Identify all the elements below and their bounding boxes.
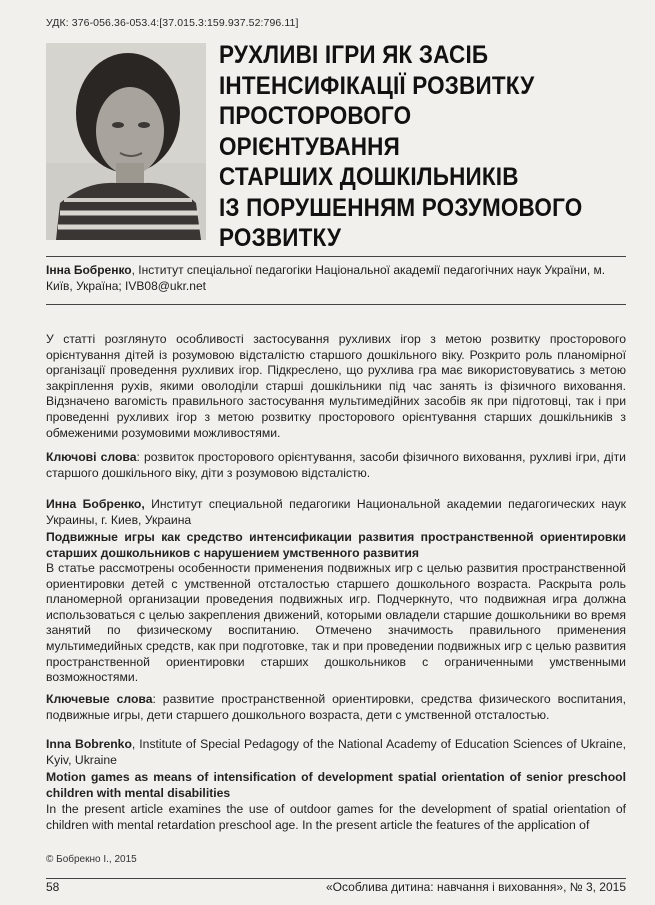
copyright-note: © Бобрекно І., 2015	[46, 854, 137, 865]
keywords-label-ru: Ключевые слова	[46, 692, 153, 706]
udc-code: УДК: 376-056.36-053.4:[37.015.3:159.937.52:796.11]	[46, 17, 299, 29]
page-number: 58	[46, 880, 60, 894]
abstract-ua: У статті розглянуто особливості застосування рухливих ігор з метою розвитку просторового орієнтування дітей із розумовою відсталістю старшого дошкільного віку. Розкрито роль планомірної організації проведення рухливих ігор. Підкреслено, що рухлива гра має використовуватись з метою закріплення рухів, якими оволоділи старші дошкільники під час занять із фізичного виховання. Відзначено вагомість правильного застосування мультимедійних засобів як при підготовці, так і при проведенні рухливих ігор з метою розвитку просторового орієнтування старших дошкільників з обмеженими розумовими можливостями.	[46, 332, 626, 440]
author-affiliation-en: , Institute of Special Pedagogy of the National Academy of Education Sciences of Ukraine, Kyiv, Ukraine	[46, 737, 627, 767]
author-affiliation-ua: , Інститут спеціальної педагогіки Національної академії педагогічних наук України, м. Київ, Україна; IVB08@ukr.net	[46, 263, 606, 293]
author-info-en	[46, 737, 626, 768]
author-divider	[46, 304, 626, 305]
footer-divider	[46, 878, 626, 879]
abstract-en: In the present article examines the use of outdoor games for the development of spatial orientation of children with mental retardation preschool age. In the present article the features of the application of	[46, 802, 626, 832]
author-affiliation-ru: Институт специальной педагогики Национальной академии педагогических наук Украины, г. Киев, Украина	[46, 497, 626, 527]
author-portrait-image	[46, 43, 206, 240]
author-photo	[46, 43, 206, 240]
keywords-label-ua: Ключові слова	[46, 450, 137, 464]
keywords-ru	[46, 692, 626, 723]
author-name-ru: Инна Бобренко,	[46, 497, 145, 511]
keywords-text-ua: : розвиток просторового орієнтування, засоби фізичного виховання, рухливі ігри, діти старшого дошкільного віку, діти з розумовою відсталістю.	[46, 450, 626, 480]
keywords-text-ru: : развитие пространственной ориентировки, средства физического воспитания, подвижные игры, дети старшего дошкольного возраста, дети с умственной отсталостью.	[46, 692, 626, 722]
title-divider	[46, 256, 626, 257]
abstract-ru: В статье рассмотрены особенности применения подвижных игр с целью развития пространственной ориентировки детей с умственной отсталостью старшего дошкольного возраста. Раскрыта роль планомерной организации проведения подвижных игр. Подчеркнуто, что подвижная игра должна использоваться с целью закрепления движений, которыми овладели старшие дошкольники во время занятий по физическому воспитанию. Отмечено значимость правильного применения мультимедийных средств, как при подготовке, так и при проведении подвижных игр с целью развития пространственной ориентировки старших дошкольников с ограниченными умственными возможностями.	[46, 561, 626, 685]
author-info-ru	[46, 497, 626, 528]
article-title: РУХЛИВІ ІГРИ ЯК ЗАСІБ ІНТЕНСИФІКАЦІЇ РОЗВИТКУ ПРОСТОРОВОГО ОРІЄНТУВАННЯ СТАРШИХ ДОШКІЛЬНИКІВ ІЗ ПОРУШЕННЯМ РОЗУМОВОГО РОЗВИТКУ	[219, 41, 583, 252]
keywords-ua	[46, 450, 626, 481]
author-info-ua	[46, 262, 626, 294]
article-title-en: Motion games as means of intensification of development spatial orientation of senior preschool children with mental disabilities	[46, 770, 626, 800]
article-title-ru: Подвижные игры как средство интенсификации развития пространственной ориентировки старших дошкольников с нарушением умственного развития	[46, 530, 626, 560]
journal-citation: «Особлива дитина: навчання і виховання», № 3, 2015	[326, 880, 626, 894]
author-name-ua: Інна Бобренко	[46, 263, 132, 277]
author-name-en: Inna Bobrenko	[46, 737, 132, 751]
